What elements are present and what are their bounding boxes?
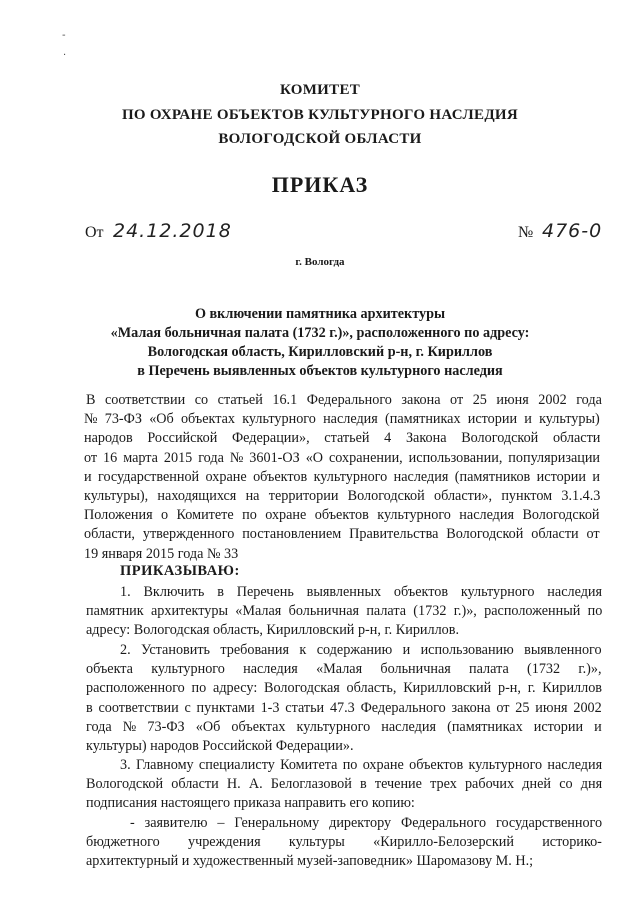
order-item-1: [86, 583, 602, 641]
subject-line: Вологодская область, Кирилловский р-н, г. Кириллов: [147, 344, 493, 360]
preamble-line: Положения о Комитете по охране объектов культурного наследия Вологодской: [84, 507, 600, 524]
preamble-line: народов Российской Федерации», статьей 4 Закона Вологодской области: [84, 430, 601, 447]
item-line: архитектурный и художественный музей-заповедник» Шаромазову М. Н.;: [86, 853, 534, 870]
subject-line: О включении памятника архитектуры: [194, 306, 446, 322]
order-item-2: [86, 641, 602, 756]
handwritten-number: 476-0: [542, 220, 603, 242]
subject-line: в Перечень выявленных объектов культурного наследия: [137, 363, 503, 379]
preamble-line: и государственной охране объектов культурного наследия (памятников истории и: [84, 468, 600, 485]
item-line: бюджетного учреждения культуры «Кирилло-Белозерский историко-: [86, 834, 602, 851]
date-number-row: [0, 222, 640, 246]
scan-mark-dot: ·: [63, 50, 67, 61]
item-line: 1. Включить в Перечень выявленных объектов культурного наследия: [120, 584, 603, 600]
order-subject: [60, 305, 580, 381]
order-item-3: [86, 756, 602, 814]
item-line: адресу: Вологодская область, Кирилловский р-н, г. Кириллов.: [86, 622, 460, 639]
item-line: 2. Установить требования к содержанию и использованию выявленного: [120, 642, 602, 658]
city-label: г. Вологда: [295, 256, 345, 268]
date-prefix: От: [85, 224, 104, 241]
subject-line: «Малая больничная палата (1732 г.)», расположенного по адресу:: [110, 325, 530, 341]
item-line: подписания настоящего приказа направить его копию:: [86, 795, 415, 812]
committee-title-line1: КОМИТЕТ: [279, 82, 361, 98]
order-heading: ПРИКАЗЫВАЮ:: [120, 563, 240, 579]
item-line: года № 73-ФЗ «Об объектах культурного наследия (памятниках истории и: [86, 718, 602, 735]
number-prefix: №: [518, 224, 534, 241]
order-title: ПРИКАЗ: [271, 172, 369, 197]
item-line: объекта культурного наследия «Малая больничная палата (1732 г.)»,: [86, 661, 602, 678]
preamble-line: № 73-ФЗ «Об объектах культурного наследия (памятниках истории и культуры): [84, 411, 600, 428]
item-line: памятник архитектуры «Малая больничная палата (1732 г.)», расположенный по: [86, 603, 603, 620]
item-line: 3. Главному специалисту Комитета по охране объектов культурного наследия: [120, 757, 603, 773]
handwritten-date: 24.12.2018: [113, 220, 232, 242]
item-line: Вологодской области Н. А. Белоглазовой в течение трех рабочих дней со дня: [86, 776, 603, 793]
preamble-line: от 16 марта 2015 года № 3601-ОЗ «О сохранении, использовании, популяризации: [84, 449, 601, 466]
committee-title-line2: ПО ОХРАНЕ ОБЪЕКТОВ КУЛЬТУРНОГО НАСЛЕДИЯ: [121, 107, 519, 123]
scan-mark-dash: -: [62, 30, 66, 41]
item-line: - заявителю – Генеральному директору Федерального государственного: [130, 815, 603, 831]
item-line: в соответствии с пунктами 1-3 статьи 47.3 Федерального закона от 25 июня 2002: [86, 699, 602, 716]
preamble-line: 19 января 2015 года № 33: [84, 545, 239, 562]
preamble-line: культуры), находящихся на территории Вологодской области», пунктом 3.1.4.3: [84, 488, 601, 505]
item-line: культуры) народов Российской Федерации».: [86, 738, 354, 755]
preamble-paragraph: [86, 391, 602, 564]
committee-title-line3: ВОЛОГОДСКОЙ ОБЛАСТИ: [218, 131, 422, 147]
preamble-line: В соответствии со статьей 16.1 Федерального закона от 25 июня 2002 года: [86, 392, 602, 408]
item-line: расположенного по адресу: Вологодская область, Кирилловский р-н, г. Кириллов: [86, 680, 602, 697]
preamble-line: области, утвержденного постановлением Правительства Вологодской области от: [84, 526, 600, 543]
order-item-3-recipient: [86, 814, 602, 872]
